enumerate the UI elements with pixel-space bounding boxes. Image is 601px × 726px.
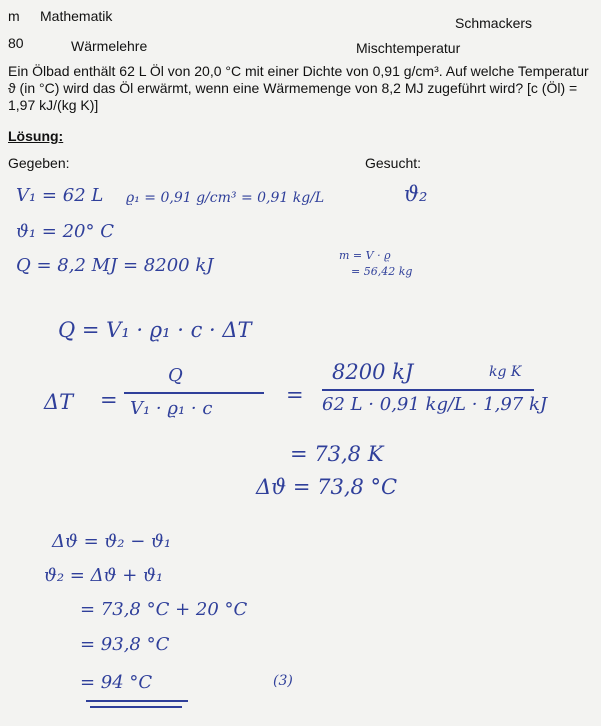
result-kelvin: = 73,8 K (290, 442, 384, 466)
result-delta-theta: Δϑ = 73,8 °C (256, 475, 398, 499)
delta-t-label: ΔT (44, 390, 74, 414)
school-name: Schmackers (455, 15, 533, 31)
fraction-1-denominator: V₁ · ϱ₁ · c (130, 398, 213, 419)
fraction-2-unit: kg K (489, 364, 522, 380)
step-rearranged: ϑ₂ = Δϑ + ϑ₁ (44, 565, 164, 586)
task-text: Ein Ölbad enthält 62 L Öl von 20,0 °C mit einer Dichte von 0,91 g/cm³. Auf welche Temperatur ϑ (in °C) wird das Öl erwärmt, wenn eine Wärmemenge von 8,2 MJ zugeführt wird? [c (Öl) = 1,97 kJ/(kg K)] (8, 63, 589, 113)
solution-heading: Lösung: (8, 128, 64, 144)
given-label: Gegeben: (8, 155, 70, 171)
sought-temperature: ϑ₂ (404, 182, 428, 206)
fraction-1-numerator: Q (168, 365, 183, 386)
given-heat: Q = 8,2 MJ = 8200 kJ (16, 255, 214, 276)
equals-sign-1: = (100, 388, 118, 412)
fraction-2-denominator: 62 L · 0,91 kg/L · 1,97 kJ (322, 394, 548, 415)
mass-result: = 56,42 kg (351, 265, 413, 278)
fraction-2-numerator: 8200 kJ (332, 360, 414, 384)
step-substituted: = 73,8 °C + 20 °C (80, 599, 248, 620)
sheet-number: 80 (8, 35, 24, 51)
sought-label: Gesucht: (365, 155, 422, 171)
given-start-temperature: ϑ₁ = 20° C (16, 221, 115, 242)
mass-formula: m = V · ϱ (339, 249, 391, 262)
sheet-title: Mischtemperatur (356, 40, 461, 56)
subject-prefix: m (8, 8, 20, 24)
final-answer: = 94 °C (80, 672, 153, 693)
answer-underline-1 (86, 700, 188, 702)
subject: Mathematik (40, 8, 113, 24)
heat-formula: Q = V₁ · ϱ₁ · c · ΔT (58, 318, 252, 342)
given-density: ϱ₁ = 0,91 g/cm³ = 0,91 kg/L (126, 190, 325, 206)
fraction-2-bar (322, 389, 534, 391)
step-sum: = 93,8 °C (80, 634, 170, 655)
given-volume: V₁ = 62 L (16, 185, 104, 206)
answer-underline-2 (90, 706, 182, 708)
points-awarded: (3) (273, 673, 293, 689)
step-difference: Δϑ = ϑ₂ − ϑ₁ (52, 531, 172, 552)
topic: Wärmelehre (71, 38, 148, 54)
fraction-1-bar (124, 392, 264, 394)
equals-sign-2: = (286, 383, 304, 407)
